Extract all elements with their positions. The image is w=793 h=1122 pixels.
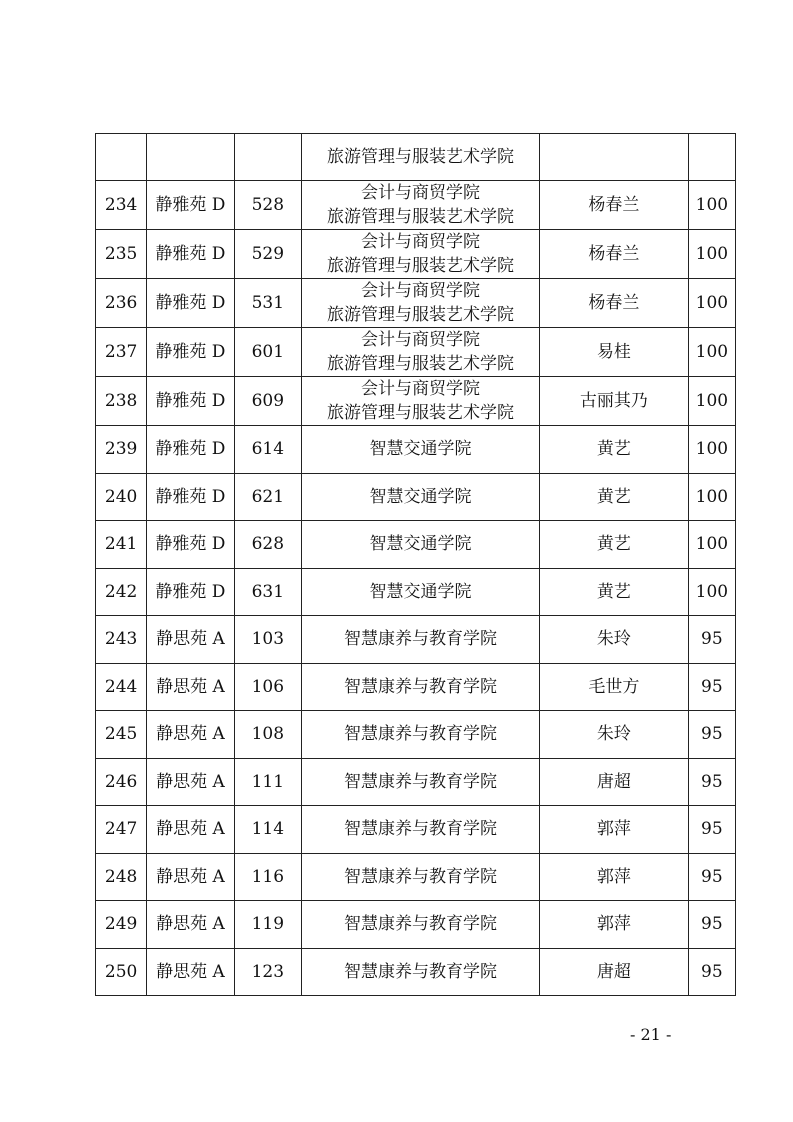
- cell-building: 静雅苑 D: [147, 426, 234, 474]
- cell-no: 244: [96, 663, 147, 711]
- cell-college: [301, 758, 539, 806]
- table-row: [96, 568, 736, 616]
- college-line: 智慧康养与教育学院: [344, 629, 497, 650]
- college-line: 智慧交通学院: [369, 581, 472, 602]
- cell-score: 100: [688, 521, 735, 569]
- table-row: [96, 711, 736, 759]
- college-line: 智慧交通学院: [369, 486, 472, 507]
- table-row: [96, 134, 736, 181]
- cell-no: 238: [96, 377, 147, 426]
- cell-no: 235: [96, 230, 147, 279]
- cell-no: 234: [96, 181, 147, 230]
- cell-college: [301, 568, 539, 616]
- cell-room: 529: [234, 230, 301, 279]
- cell-no: 246: [96, 758, 147, 806]
- cell-college: [301, 711, 539, 759]
- college-line: 会计与商贸学院: [361, 183, 480, 203]
- college-line: 智慧康养与教育学院: [344, 724, 497, 745]
- cell-building: 静思苑 A: [147, 711, 234, 759]
- cell-person: 杨春兰: [540, 230, 689, 279]
- cell-college: [301, 426, 539, 474]
- cell-building: 静雅苑 D: [147, 328, 234, 377]
- table-row: [96, 279, 736, 328]
- cell-room: 116: [234, 853, 301, 901]
- cell-no: 237: [96, 328, 147, 377]
- cell-building: 静雅苑 D: [147, 473, 234, 521]
- cell-building: 静思苑 A: [147, 616, 234, 664]
- cell-room: 106: [234, 663, 301, 711]
- table-row: [96, 328, 736, 377]
- table-row: [96, 426, 736, 474]
- table-row: [96, 377, 736, 426]
- college-line: 智慧康养与教育学院: [344, 676, 497, 697]
- college-line: 旅游管理与服装艺术学院: [327, 403, 514, 423]
- cell-person: 朱玲: [540, 711, 689, 759]
- cell-building: [147, 134, 234, 181]
- table-row: [96, 758, 736, 806]
- cell-score: 95: [688, 853, 735, 901]
- cell-no: 248: [96, 853, 147, 901]
- table-row: [96, 948, 736, 996]
- cell-college: [301, 279, 539, 328]
- cell-building: 静雅苑 D: [147, 521, 234, 569]
- cell-room: 631: [234, 568, 301, 616]
- cell-college: [301, 853, 539, 901]
- cell-score: [688, 134, 735, 181]
- cell-building: 静雅苑 D: [147, 377, 234, 426]
- table-row: [96, 901, 736, 949]
- table-row: [96, 853, 736, 901]
- cell-score: 95: [688, 711, 735, 759]
- college-line: 智慧康养与教育学院: [344, 914, 497, 935]
- college-line: 旅游管理与服装艺术学院: [327, 256, 514, 276]
- cell-person: 黄艺: [540, 426, 689, 474]
- cell-building: 静思苑 A: [147, 853, 234, 901]
- cell-college: [301, 181, 539, 230]
- cell-no: 245: [96, 711, 147, 759]
- dormitory-score-table: [95, 133, 736, 996]
- cell-score: 95: [688, 948, 735, 996]
- cell-person: 郭萍: [540, 853, 689, 901]
- table-body: [96, 134, 736, 996]
- cell-score: 95: [688, 806, 735, 854]
- college-line: 旅游管理与服装艺术学院: [327, 207, 514, 227]
- cell-person: 黄艺: [540, 473, 689, 521]
- cell-person: 杨春兰: [540, 279, 689, 328]
- college-line: 旅游管理与服装艺术学院: [327, 354, 514, 374]
- cell-person: 古丽其乃: [540, 377, 689, 426]
- cell-no: 249: [96, 901, 147, 949]
- cell-person: [540, 134, 689, 181]
- cell-score: 95: [688, 901, 735, 949]
- cell-score: 100: [688, 426, 735, 474]
- cell-building: 静思苑 A: [147, 901, 234, 949]
- cell-score: 100: [688, 181, 735, 230]
- cell-building: 静雅苑 D: [147, 568, 234, 616]
- cell-person: 黄艺: [540, 521, 689, 569]
- cell-score: 100: [688, 568, 735, 616]
- table-row: [96, 616, 736, 664]
- cell-room: 614: [234, 426, 301, 474]
- cell-no: 242: [96, 568, 147, 616]
- college-line: 会计与商贸学院: [361, 281, 480, 301]
- cell-college: [301, 328, 539, 377]
- table-row: [96, 663, 736, 711]
- cell-college: [301, 663, 539, 711]
- cell-college: [301, 134, 539, 181]
- table-row: [96, 473, 736, 521]
- table-row: [96, 521, 736, 569]
- cell-no: 250: [96, 948, 147, 996]
- cell-room: 528: [234, 181, 301, 230]
- cell-no: 243: [96, 616, 147, 664]
- cell-room: 621: [234, 473, 301, 521]
- cell-person: 杨春兰: [540, 181, 689, 230]
- cell-college: [301, 948, 539, 996]
- cell-no: 241: [96, 521, 147, 569]
- cell-room: 531: [234, 279, 301, 328]
- cell-no: [96, 134, 147, 181]
- cell-person: 易桂: [540, 328, 689, 377]
- cell-college: [301, 377, 539, 426]
- cell-building: 静思苑 A: [147, 806, 234, 854]
- cell-score: 100: [688, 230, 735, 279]
- cell-room: 609: [234, 377, 301, 426]
- table-row: [96, 181, 736, 230]
- cell-person: 郭萍: [540, 901, 689, 949]
- college-line: 智慧康养与教育学院: [344, 819, 497, 840]
- cell-building: 静思苑 A: [147, 758, 234, 806]
- college-line: 旅游管理与服装艺术学院: [327, 305, 514, 325]
- cell-person: 毛世方: [540, 663, 689, 711]
- college-line: 智慧交通学院: [369, 534, 472, 555]
- cell-college: [301, 473, 539, 521]
- cell-building: 静思苑 A: [147, 948, 234, 996]
- table-row: [96, 230, 736, 279]
- table-row: [96, 806, 736, 854]
- cell-room: 119: [234, 901, 301, 949]
- cell-building: 静雅苑 D: [147, 279, 234, 328]
- cell-room: 628: [234, 521, 301, 569]
- college-line: 会计与商贸学院: [361, 379, 480, 399]
- cell-college: [301, 521, 539, 569]
- cell-person: 黄艺: [540, 568, 689, 616]
- cell-college: [301, 901, 539, 949]
- college-line: 会计与商贸学院: [361, 330, 480, 350]
- college-line: 智慧交通学院: [369, 439, 472, 460]
- cell-college: [301, 616, 539, 664]
- cell-no: 239: [96, 426, 147, 474]
- cell-building: 静雅苑 D: [147, 181, 234, 230]
- cell-person: 唐超: [540, 948, 689, 996]
- cell-score: 100: [688, 473, 735, 521]
- cell-no: 236: [96, 279, 147, 328]
- cell-person: 郭萍: [540, 806, 689, 854]
- page-number: - 21 -: [630, 1025, 672, 1044]
- cell-score: 100: [688, 377, 735, 426]
- cell-building: 静思苑 A: [147, 663, 234, 711]
- cell-person: 唐超: [540, 758, 689, 806]
- cell-score: 95: [688, 758, 735, 806]
- cell-room: 103: [234, 616, 301, 664]
- cell-room: [234, 134, 301, 181]
- cell-building: 静雅苑 D: [147, 230, 234, 279]
- cell-room: 601: [234, 328, 301, 377]
- cell-no: 247: [96, 806, 147, 854]
- cell-person: 朱玲: [540, 616, 689, 664]
- cell-score: 95: [688, 616, 735, 664]
- cell-no: 240: [96, 473, 147, 521]
- cell-score: 95: [688, 663, 735, 711]
- college-line: 会计与商贸学院: [361, 232, 480, 252]
- cell-score: 100: [688, 328, 735, 377]
- cell-room: 123: [234, 948, 301, 996]
- cell-college: [301, 230, 539, 279]
- cell-room: 114: [234, 806, 301, 854]
- college-line: 智慧康养与教育学院: [344, 866, 497, 887]
- cell-score: 100: [688, 279, 735, 328]
- cell-college: [301, 806, 539, 854]
- college-line: 智慧康养与教育学院: [344, 771, 497, 792]
- college-line: 智慧康养与教育学院: [344, 961, 497, 982]
- college-line: 旅游管理与服装艺术学院: [327, 147, 514, 167]
- cell-room: 111: [234, 758, 301, 806]
- cell-room: 108: [234, 711, 301, 759]
